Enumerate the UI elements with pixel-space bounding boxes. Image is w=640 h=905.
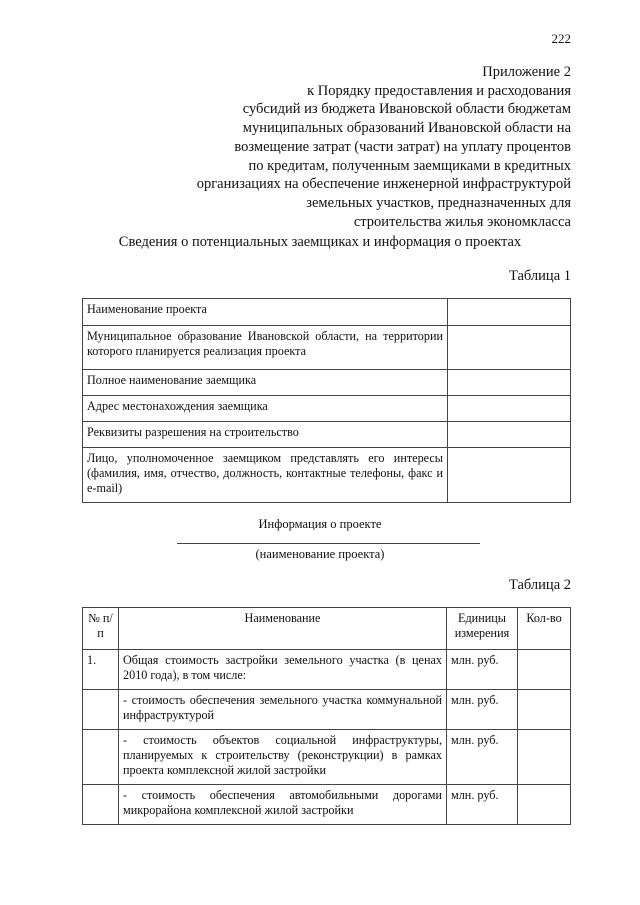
table-project-info [82,607,571,825]
table-row [83,396,571,422]
table1-label: Таблица 1 [508,268,571,284]
table-row [83,422,571,448]
row-name: Общая стоимость застройки земельного участка (в ценах 2010 года), в том числе: [119,650,447,690]
column-header-quantity: Кол-во [518,608,571,650]
appendix-line: к Порядку предоставления и расходования [307,82,571,99]
row-quantity [518,650,571,690]
appendix-line: субсидий из бюджета Ивановской области бюджетам [242,101,571,118]
appendix-line: строительства жилья экономкласса [353,213,571,230]
page-number: 222 [551,31,571,46]
table-cell: Лицо, уполномоченное заемщиком представлять его интересы (фамилия, имя, отчество, должность, контактные телефоны, факс и e-mail) [83,448,448,503]
table-borrower-info [82,298,571,503]
row-number: 1. [83,650,119,690]
table-row [83,730,571,785]
table-cell: Наименование проекта [83,299,448,326]
row-unit: млн. руб. [447,785,518,825]
table-cell: Реквизиты разрешения на строительство [83,422,448,448]
table-row [83,690,571,730]
row-name: - стоимость обеспечения автомобильными дорогами микрорайона комплексной жилой застройки [119,785,447,825]
table-cell: Муниципальное образование Ивановской области, на территории которого планируется реализация проекта [83,326,448,370]
table-row [83,299,571,326]
table-cell-empty [448,448,571,503]
appendix-line: земельных участков, предназначенных для [306,194,571,211]
appendix-line: возмещение затрат (части затрат) на уплату процентов [234,138,571,155]
project-name-caption: (наименование проекта) [255,547,385,561]
appendix-block [141,63,571,231]
table-cell-empty [448,396,571,422]
table-cell-empty [448,370,571,396]
row-number [83,785,119,825]
table-row [83,448,571,503]
appendix-line: муниципальных образований Ивановской области на [242,120,571,137]
row-unit: млн. руб. [447,730,518,785]
section-heading: Сведения о потенциальных заемщиках и информация о проектах [118,234,522,250]
column-header-unit: Единицы измерения [447,608,518,650]
project-name-line [177,543,480,544]
column-header-name: Наименование [119,608,447,650]
table-header-row [83,608,571,650]
appendix-line: Приложение 2 [482,64,571,80]
table-row [83,785,571,825]
row-unit: млн. руб. [447,650,518,690]
row-number [83,690,119,730]
row-number [83,730,119,785]
row-name: - стоимость обеспечения земельного участка коммунальной инфраструктурой [119,690,447,730]
column-header-number: № п/п [83,608,119,650]
row-unit: млн. руб. [447,690,518,730]
row-name: - стоимость объектов социальной инфраструктуры, планируемых к строительству (реконструкции) в рамках проекта комплексной жилой застройки [119,730,447,785]
row-quantity [518,690,571,730]
table-row [83,370,571,396]
table-row [83,326,571,370]
table-cell-empty [448,299,571,326]
table-row [83,650,571,690]
table2-label: Таблица 2 [508,577,571,593]
appendix-line: по кредитам, полученным заемщиками в кредитных [248,157,571,174]
row-quantity [518,730,571,785]
row-quantity [518,785,571,825]
appendix-line: организациях на обеспечение инженерной инфраструктурой [196,176,571,193]
project-info-title: Информация о проекте [258,517,382,531]
table-cell: Адрес местонахождения заемщика [83,396,448,422]
table-cell: Полное наименование заемщика [83,370,448,396]
table-cell-empty [448,326,571,370]
table-cell-empty [448,422,571,448]
